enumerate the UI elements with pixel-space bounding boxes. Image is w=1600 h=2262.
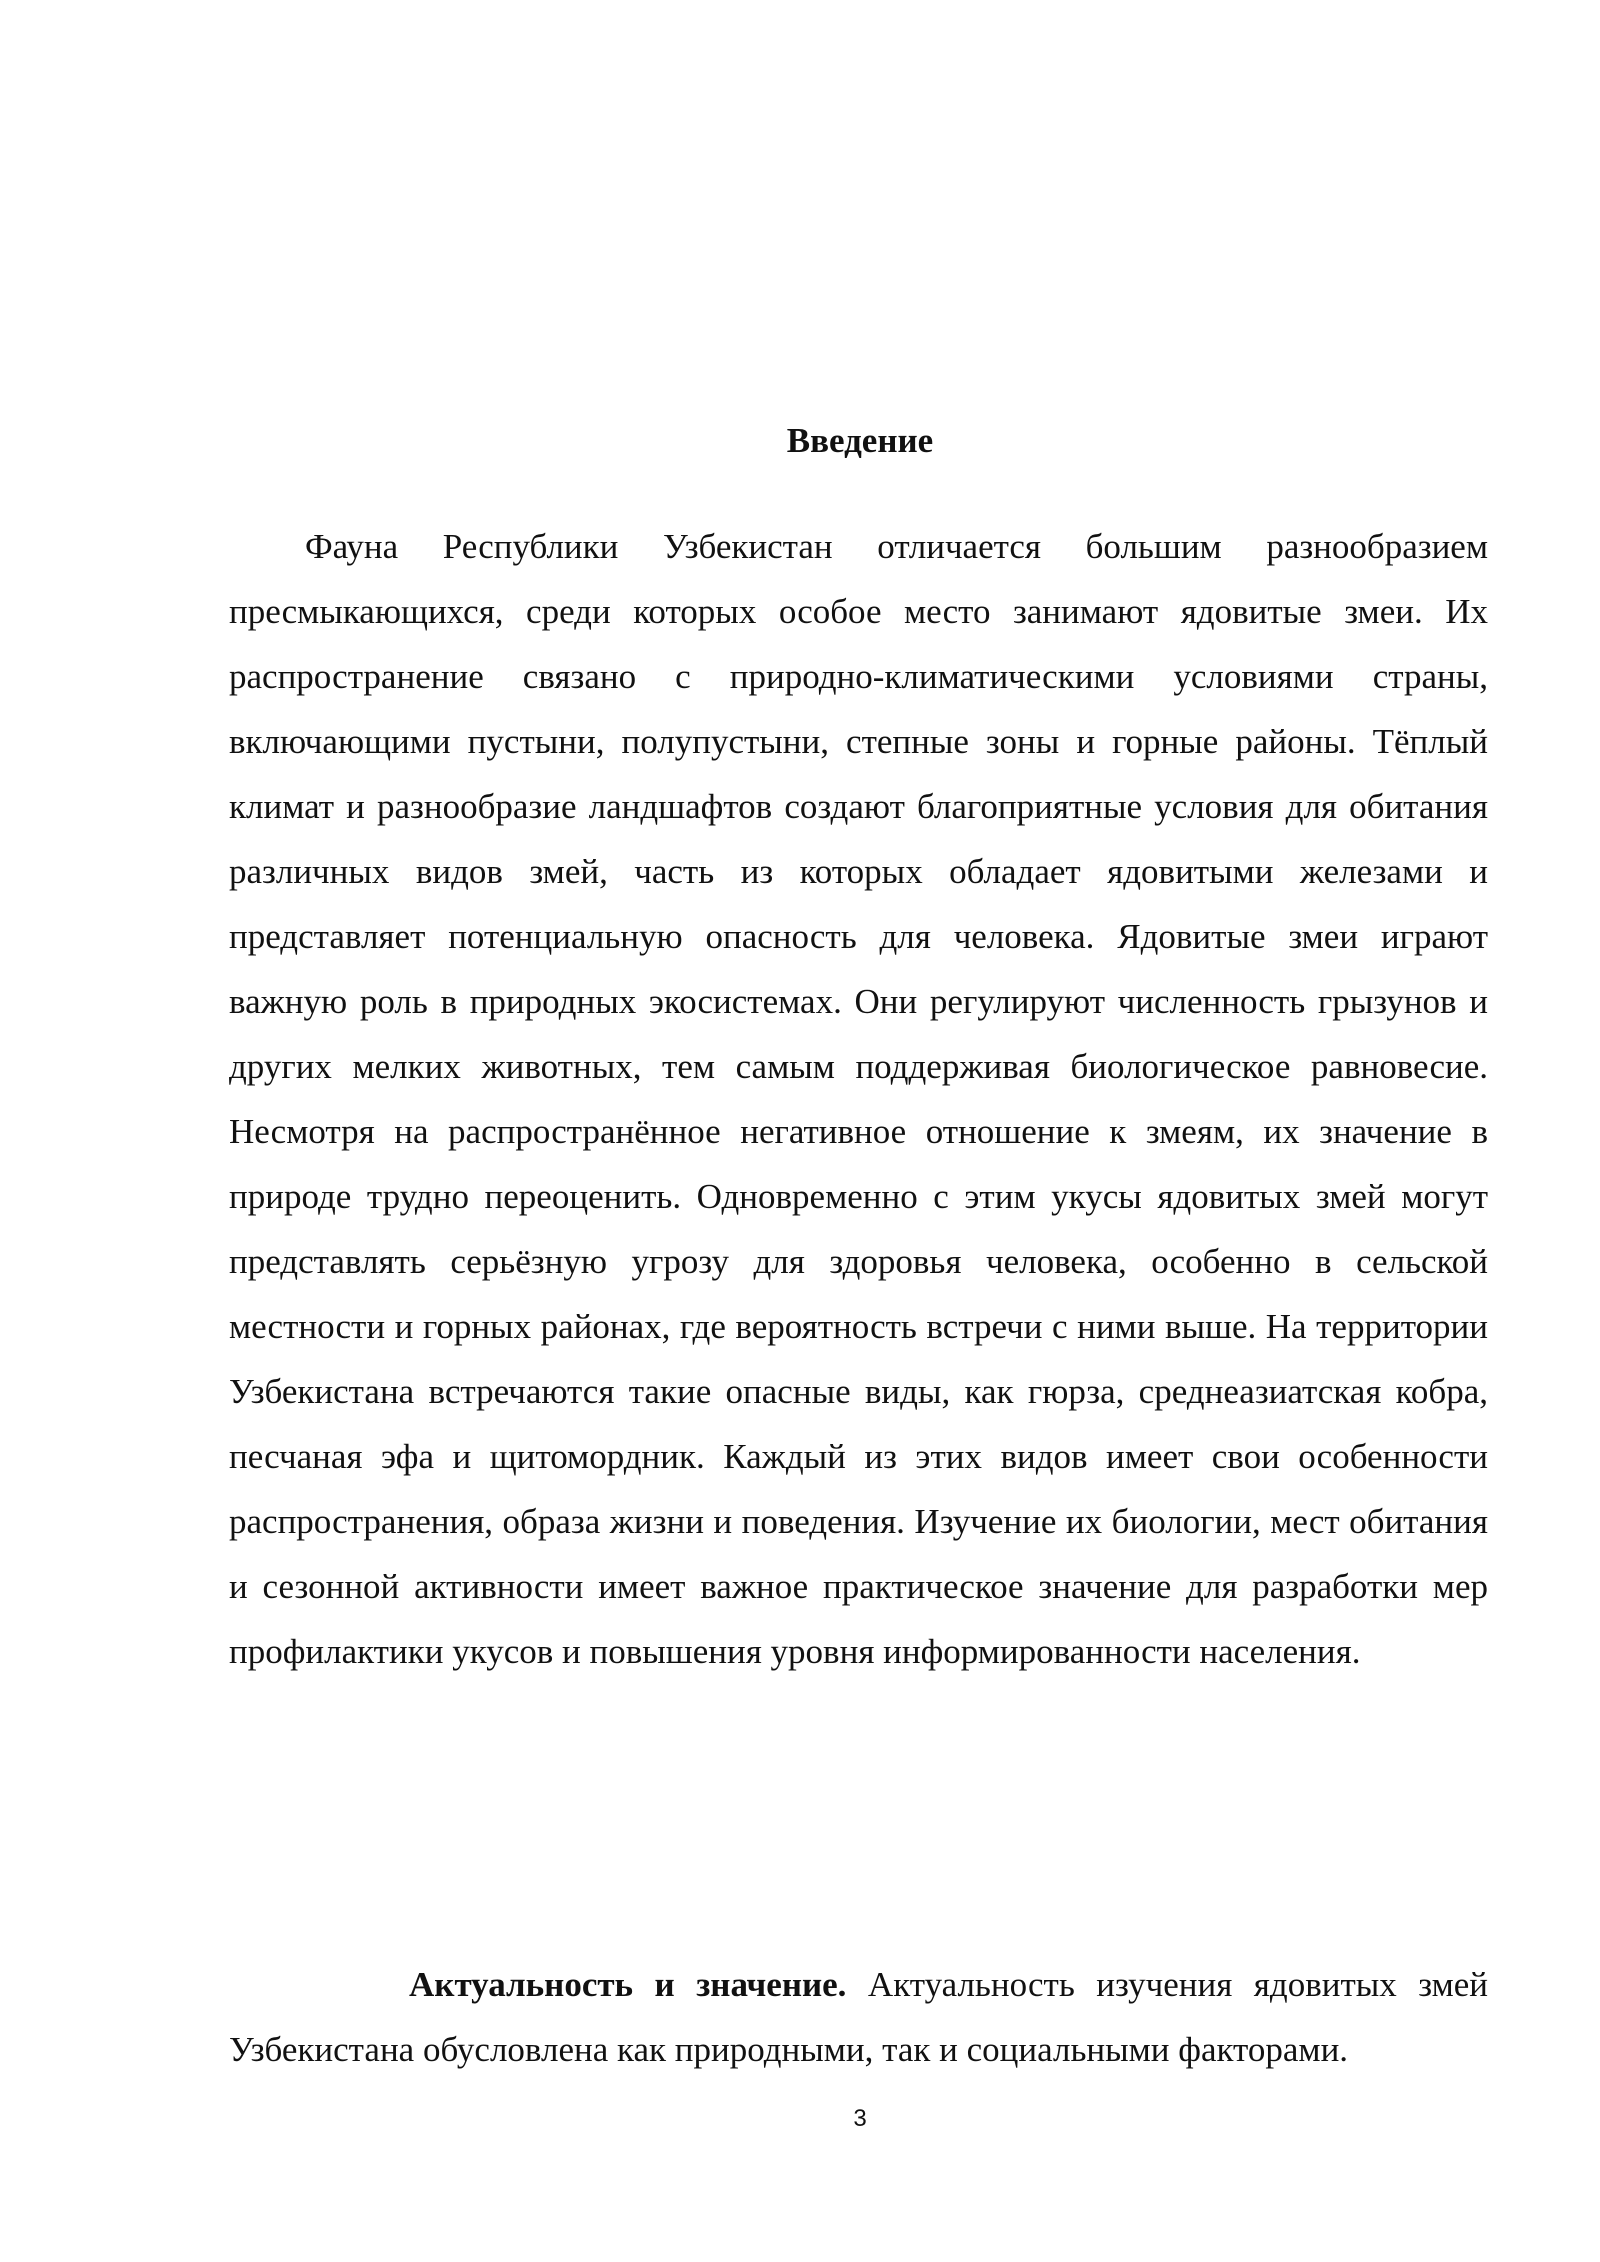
section-text: Актуальность изучения ядовитых змей Узбекистана обусловлена как природными, так и социальными факторами. — [229, 1965, 1488, 2069]
page-number: 3 — [853, 2105, 867, 2132]
page-title: Введение — [786, 421, 934, 460]
section-heading: Актуальность и значение. — [409, 1965, 847, 2004]
intro-paragraph: Фауна Республики Узбекистан отличается большим разнообразием пресмыкающихся, среди которых особое место занимают ядовитые змеи. Их распространение связано с природно-климатическими условиями страны, включающими пустыни, полупустыни, степные зоны и горные районы. Тёплый климат и разнообразие ландшафтов создают благоприятные условия для обитания различных видов змей, часть из которых обладает ядовитыми железами и представляет потенциальную опасность для человека. Ядовитые змеи играют важную роль в природных экосистемах. Они регулируют численность грызунов и других мелких животных, тем самым поддерживая биологическое равновесие. Несмотря на распространённое негативное отношение к змеям, их значение в природе трудно переоценить. Одновременно с этим укусы ядовитых змей могут представлять серьёзную угрозу для здоровья человека, особенно в сельской местности и горных районах, где вероятность встречи с ними выше. На территории Узбекистана встречаются такие опасные виды, как гюрза, среднеазиатская кобра, песчаная эфа и щитомордник. Каждый из этих видов имеет свои особенности распространения, образа жизни и поведения. Изучение их биологии, мест обитания и сезонной активности имеет важное практическое значение для разработки мер профилактики укусов и повышения уровня информированности населения. — [229, 527, 1488, 1671]
relevance-paragraph — [229, 1952, 1488, 2082]
